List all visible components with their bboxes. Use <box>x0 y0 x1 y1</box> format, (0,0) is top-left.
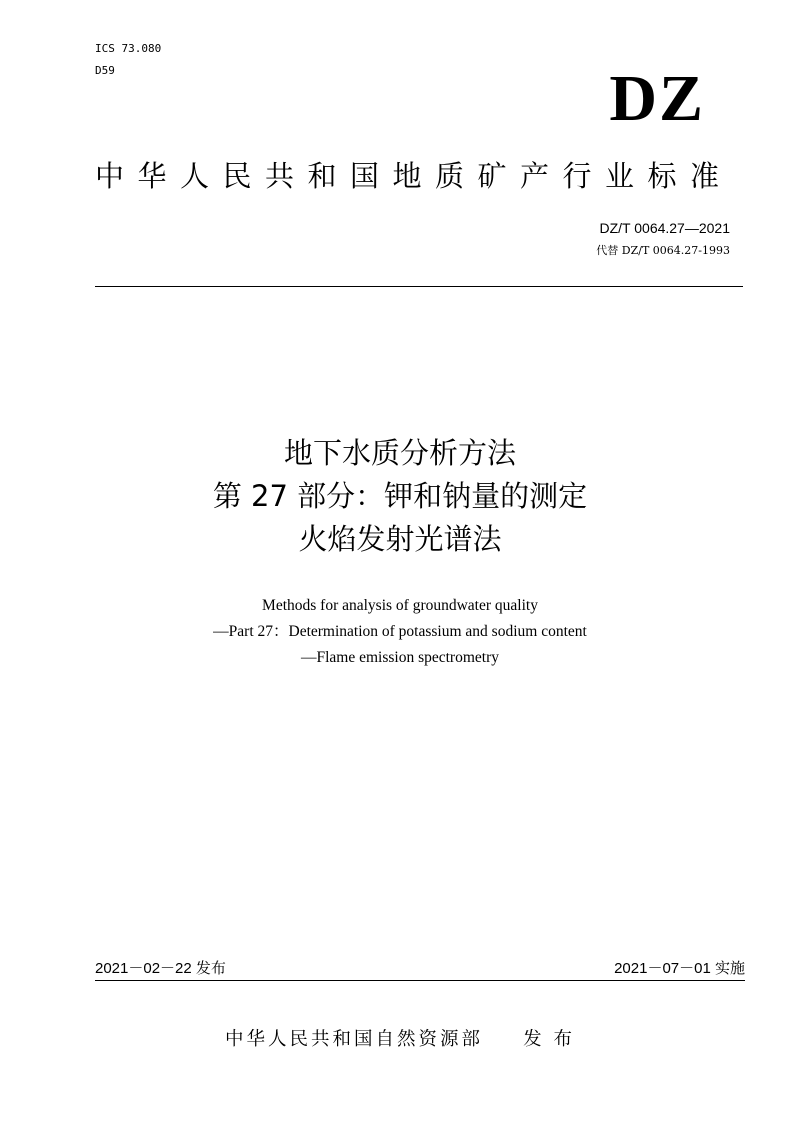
english-title-line-3: —Flame emission spectrometry <box>300 649 500 666</box>
chinese-title-line-3: 火焰发射光谱法 <box>298 522 502 556</box>
issuer-org: 中华人民共和国自然资源部 <box>225 1029 484 1050</box>
ccs-code: D59 <box>95 64 115 77</box>
replaced-standard: 代替 DZ/T 0064.27-1993 <box>596 244 730 257</box>
standard-type-title: 中华人民共和国地质矿产行业标准 <box>95 159 733 193</box>
english-title-line-2: —Part 27：Determination of potassium and sodium content <box>213 623 587 640</box>
header-divider <box>95 286 743 287</box>
issue-date: 2021－02－22 发布 <box>95 960 226 977</box>
issuer-action: 发 布 <box>523 1029 575 1050</box>
chinese-title-line-2: 第 27 部分：钾和钠量的测定 <box>212 479 588 513</box>
english-title-line-1: Methods for analysis of groundwater quality <box>262 597 538 614</box>
issuing-authority <box>0 1027 800 1053</box>
chinese-title <box>0 432 800 561</box>
chinese-title-line-1: 地下水质分析方法 <box>283 436 516 470</box>
ics-code: ICS 73.080 <box>95 42 162 55</box>
standard-number: DZ/T 0064.27—2021 <box>599 220 730 236</box>
dz-logo: DZ <box>609 62 705 135</box>
date-row <box>95 958 745 981</box>
english-title <box>0 593 800 671</box>
implementation-date: 2021－07－01 实施 <box>614 960 745 977</box>
